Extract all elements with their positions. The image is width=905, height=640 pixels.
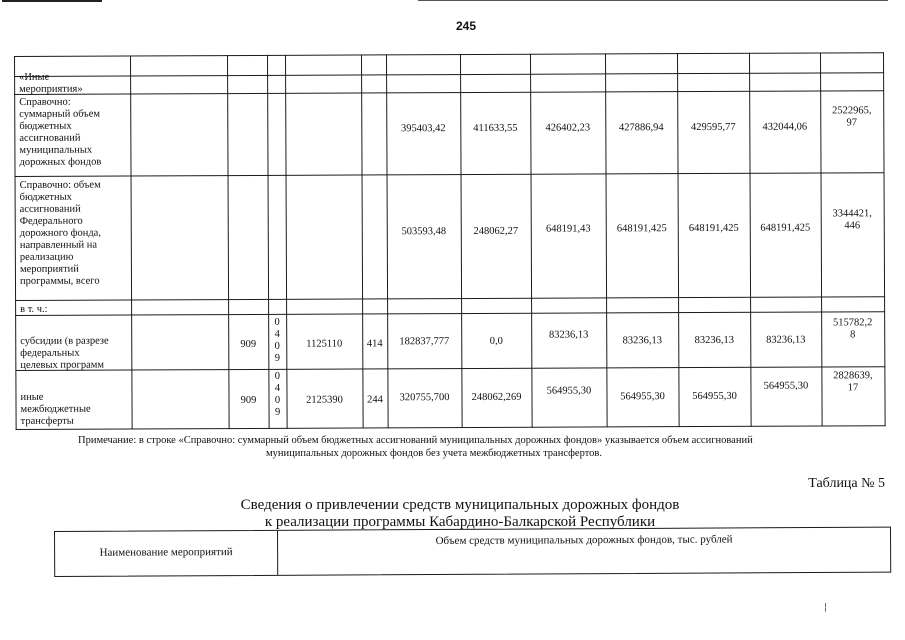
column-header-volume: Объем средств муниципальных дорожных фондов, тыс. рублей — [435, 533, 733, 548]
row-label: Справочно: объем бюджетных ассигнований Федерального дорожного фонда, направленный на реализацию мероприятий программы, всего — [19, 179, 101, 287]
table-cell: 83236,13 — [622, 335, 662, 347]
row-label: «Иные мероприятия» — [19, 71, 83, 95]
table-cell: 248062,27 — [473, 225, 519, 237]
handwritten-marks: ٰ ٰ — [822, 609, 827, 624]
row-label: в т. ч.: — [20, 303, 48, 315]
table-cell: 648191,43 — [545, 223, 591, 235]
table-cell: 1125110 — [306, 338, 343, 350]
table-cell: 0 4 0 9 — [274, 316, 280, 364]
top-rule-left — [2, 0, 102, 2]
table-cell: 182837,777 — [399, 336, 450, 348]
table-rule — [15, 296, 885, 301]
footnote-line-1: Примечание: в строке «Справочно: суммарный объем бюджетных ассигнований муниципальных дорожных фондов» указывается объем ассигнований — [78, 435, 753, 446]
table-cell: 411633,55 — [473, 122, 518, 134]
top-rule-right — [418, 0, 888, 1]
table-cell: 426402,23 — [545, 122, 591, 134]
table-rule — [14, 52, 884, 57]
table-rule — [361, 54, 364, 428]
table-cell: 648191,425 — [616, 223, 667, 235]
table-rule — [14, 90, 884, 95]
table-cell: 2125390 — [306, 394, 343, 406]
table-cell: 564955,30 — [692, 390, 737, 403]
section-title-line-1: Сведения о привлечении средств муниципальных дорожных фондов — [240, 497, 680, 513]
table-cell: 3344421, 446 — [832, 208, 872, 232]
table-caption: Таблица № 5 — [808, 476, 885, 491]
table-cell: 2828639, 17 — [833, 370, 873, 394]
table-rule — [460, 54, 463, 428]
table-cell: 83236,13 — [766, 334, 806, 346]
table-rule — [16, 425, 886, 430]
footnote-line-2: муниципальных дорожных фондов без учета межбюджетных трансфертов. — [266, 448, 602, 459]
table-cell: 395403,42 — [400, 123, 446, 135]
table-cell: 909 — [240, 338, 257, 351]
table-cell: 515782,2 8 — [832, 317, 873, 341]
table-cell: 909 — [240, 394, 257, 407]
table-cell: 429595,77 — [690, 121, 736, 134]
table-cell: 427886,94 — [618, 122, 664, 134]
table-cell: 564955,30 — [620, 391, 665, 403]
table-cell: 564955,30 — [763, 380, 809, 392]
table-rule — [749, 53, 752, 427]
budget-table — [14, 52, 886, 430]
row-label: иные межбюджетные трансферты — [20, 391, 91, 427]
table-cell: 432044,06 — [762, 121, 808, 133]
table-rule — [227, 55, 230, 429]
row-label: субсидии (в разрезе федеральных целевых программ — [20, 335, 109, 371]
table-cell: 244 — [367, 394, 383, 406]
page-number: 245 — [456, 19, 477, 33]
table-cell: 414 — [366, 338, 383, 350]
section-title — [150, 497, 770, 531]
section-title-line-2: к реализации программы Кабардино-Балкарской Республики — [264, 514, 656, 530]
table-footnote — [78, 434, 868, 460]
table-rule — [14, 72, 884, 77]
row-label: Справочно: суммарный объем бюджетных ассигнований муниципальных дорожных фондов — [19, 96, 102, 168]
column-header-name: Наименование мероприятий — [99, 546, 233, 559]
table-5-header — [54, 527, 891, 577]
table-rule — [15, 366, 885, 371]
table-cell: 2522965, 97 — [832, 105, 872, 129]
table-rule — [386, 54, 389, 428]
table-cell: 83236,13 — [694, 334, 734, 347]
table-cell: 248062,269 — [471, 391, 522, 404]
table-cell: 0 4 0 9 — [274, 370, 281, 418]
table-cell: 648191,425 — [688, 222, 739, 235]
table-rule — [15, 311, 885, 316]
table-cell: 648191,425 — [760, 222, 811, 234]
table-cell: 320755,700 — [399, 392, 450, 404]
table-rule — [15, 172, 885, 177]
table-rule — [267, 55, 270, 429]
table-rule — [285, 55, 288, 429]
table-rule — [14, 56, 17, 430]
table-cell: 564955,30 — [546, 385, 592, 397]
table-rule — [530, 54, 533, 428]
table-rule — [605, 53, 608, 427]
table-rule — [677, 53, 680, 427]
table-cell: 503593,48 — [401, 226, 447, 238]
table-cell: 0,0 — [489, 335, 503, 347]
table-cell: 83236,13 — [549, 329, 589, 341]
